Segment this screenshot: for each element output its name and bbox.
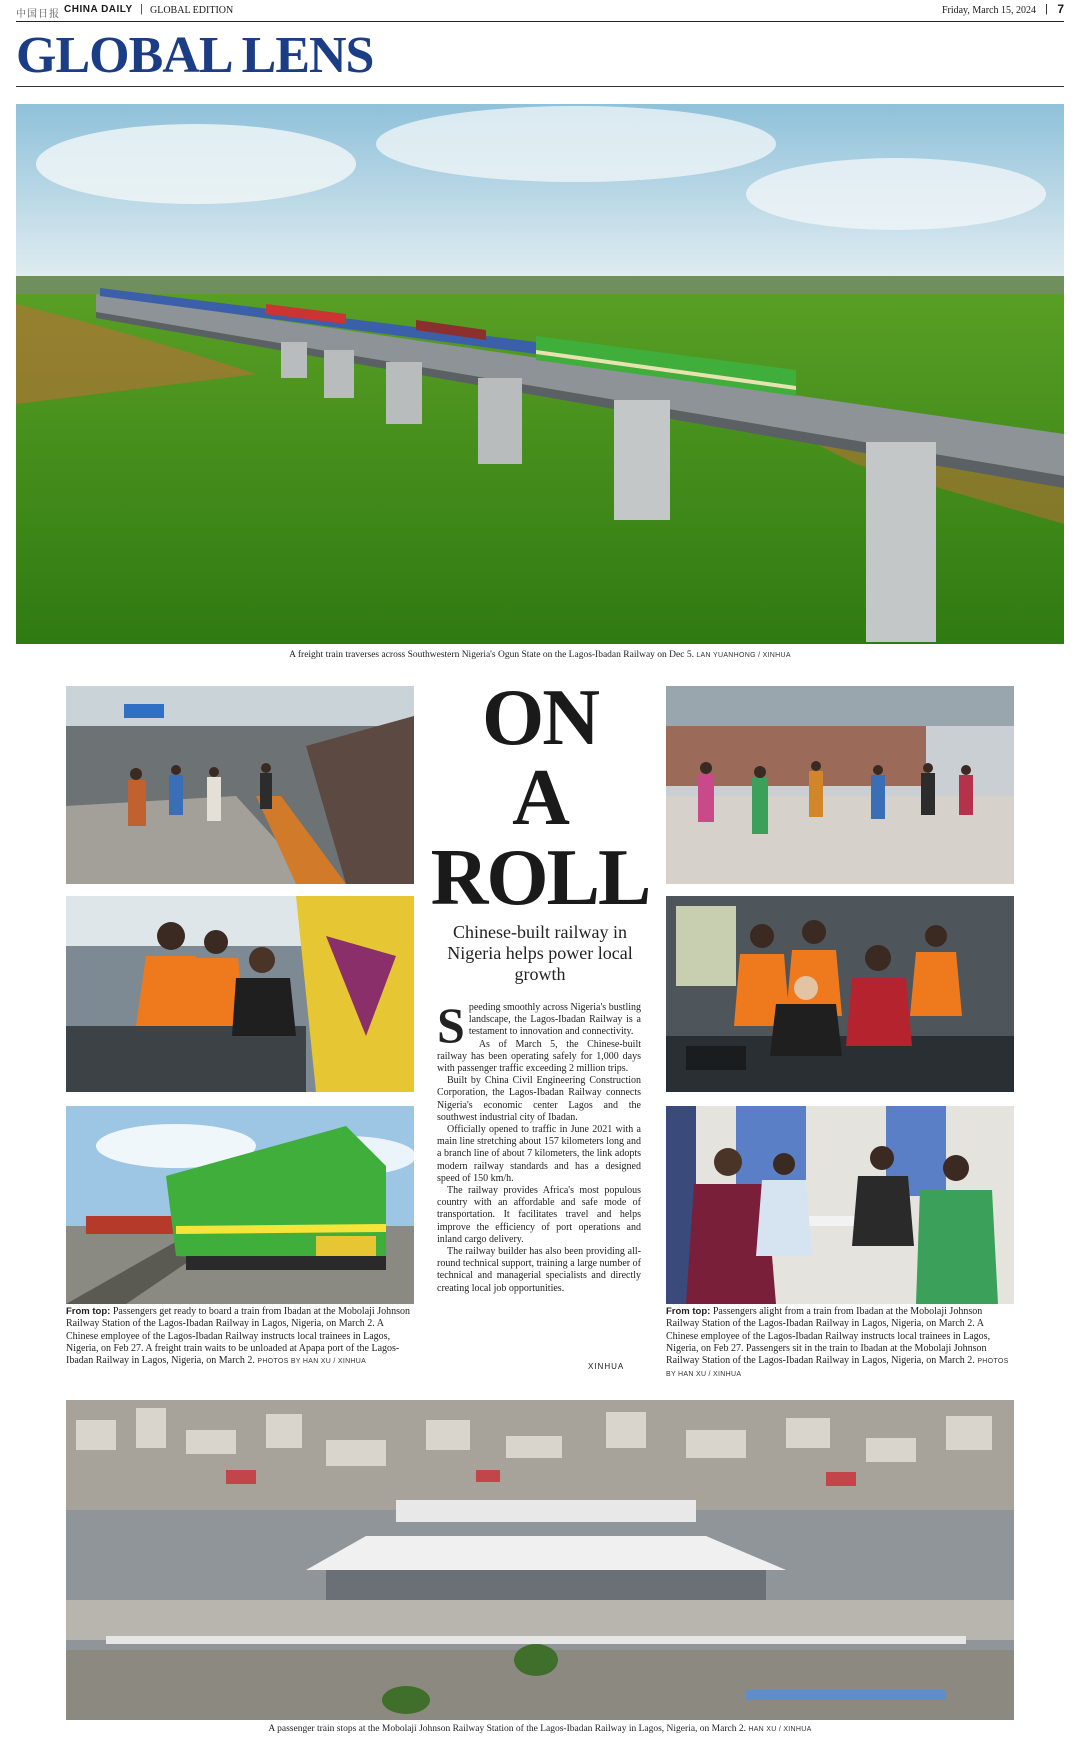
- headline-line-2: A: [512, 754, 568, 842]
- bottom-photo-credit: HAN XU / XINHUA: [748, 1726, 812, 1733]
- photo-passengers-alighting: [666, 686, 1014, 884]
- photo-passengers-boarding: [66, 686, 414, 884]
- bottom-photo-caption: [66, 1724, 1014, 1734]
- railway-station-aerial-image: [66, 1400, 1014, 1720]
- article-paragraph: [437, 997, 641, 1053]
- article-subhead: Chinese-built railway in Nigeria helps power local growth: [447, 922, 633, 984]
- right-caption-text: Passengers alight from a train from Ibadan at the Mobolaji Johnson Railway Station of the Lagos-Ibadan Railway in Lagos, Nigeria, on March 2. A Chinese employee of the Lagos-Ibadan Railway instructs local trainees in Lagos, Nigeria, on Feb 27. Passengers sit in the train to Ibadan at the Mobolaji Johnson Railway Station of the Lagos-Ibadan Railway in Lagos, Nigeria, on March 2.: [666, 1306, 991, 1367]
- right-photos-caption: [666, 1306, 1014, 1382]
- article-paragraph: Officially opened to traffic in June 2021 with a main line stretching about 157 kilometers long and a branch line of about 7 kilometers, the link adopts modern railway standards and has a designed speed of 150 km/h.: [437, 1124, 641, 1184]
- freight-train-viaduct-image: [16, 104, 1064, 644]
- photo-railway-station-aerial: [66, 1400, 1014, 1720]
- page-number: 7: [1057, 2, 1064, 16]
- china-daily-logo: 中国日报: [16, 9, 60, 20]
- headline-line-3: ROLL: [430, 834, 650, 922]
- top-photo-caption-text: A freight train traverses across Southwestern Nigeria's Ogun State on the Lagos-Ibadan Railway on Dec 5.: [289, 650, 694, 660]
- photo-cab-training: [666, 896, 1014, 1092]
- bottom-photo-caption-text: A passenger train stops at the Mobolaji Johnson Railway Station of the Lagos-Ibadan Railway in Lagos, Nigeria, on March 2.: [268, 1724, 746, 1734]
- top-photo-credit: LAN YUANHONG / XINHUA: [696, 652, 791, 659]
- right-caption-lead: From top:: [666, 1306, 711, 1317]
- section-divider: [16, 86, 1064, 87]
- top-photo-caption: [16, 650, 1064, 660]
- left-caption-lead: From top:: [66, 1306, 111, 1317]
- drop-cap: S: [437, 997, 465, 1053]
- issue-date: Friday, March 15, 2024: [941, 5, 1036, 16]
- article-body: [437, 997, 641, 1295]
- passengers-boarding-image: [66, 686, 414, 884]
- passengers-alighting-image: [666, 686, 1014, 884]
- freight-locomotive-image: [66, 1106, 414, 1304]
- article-paragraph: The railway builder has also been providing all-round technical support, training a large number of technical and managerial specialists and directly creating local job opportunities.: [437, 1246, 641, 1294]
- edition-label: GLOBAL EDITION: [150, 5, 234, 16]
- cab-training-image: [666, 896, 1014, 1092]
- trainees-instruction-image: [66, 896, 414, 1092]
- right-caption-credit: PHOTOS BY HAN XU / XINHUA: [666, 1358, 1009, 1379]
- article-paragraph: The railway provides Africa's most populous country with an affordable and safe mode of transportation. It facilitates travel and helps improve the efficiency of port operations and inland cargo delivery.: [437, 1185, 641, 1245]
- article-byline: XINHUA: [588, 1362, 625, 1371]
- left-photos-caption: [66, 1306, 414, 1368]
- page-separator: |: [1045, 3, 1048, 15]
- photo-seated-passengers: [666, 1106, 1014, 1304]
- photo-freight-train-viaduct: [16, 104, 1064, 644]
- article-paragraph: As of March 5, the Chinese-built railway has been operating safely for 1,000 days with passenger traffic exceeding 2 million trips.: [437, 1038, 641, 1075]
- paper-name: CHINA DAILY: [64, 4, 133, 15]
- photo-trainees-instruction: [66, 896, 414, 1092]
- headline-line-1: ON: [482, 674, 598, 762]
- masthead: [16, 0, 1064, 22]
- article-paragraph: Built by China Civil Engineering Construction Corporation, the Lagos-Ibadan Railway connects Nigeria's economic center Lagos and the southwest industrial city of Ibadan.: [437, 1075, 641, 1123]
- left-caption-credit: PHOTOS BY HAN XU / XINHUA: [257, 1358, 367, 1366]
- paragraph-text: peeding smoothly across Nigeria's bustling landscape, the Lagos-Ibadan Railway is a testament to innovation and connectivity.: [468, 1002, 641, 1038]
- photo-freight-locomotive: [66, 1106, 414, 1304]
- article-headline: [430, 674, 650, 922]
- masthead-separator: |: [140, 3, 143, 15]
- left-caption-text: Passengers get ready to board a train from Ibadan at the Mobolaji Johnson Railway Station of the Lagos-Ibadan Railway in Lagos, Nigeria, on March 2. A Chinese employee of the Lagos-Ibadan Railway instructs local trainees in Lagos, Nigeria, on Feb 27. A freight train waits to be unloaded at Apapa port of the Lagos-Ibadan Railway in Lagos, Nigeria, on March 2.: [66, 1306, 410, 1367]
- section-title: GLOBAL LENS: [16, 27, 374, 84]
- seated-passengers-image: [666, 1106, 1014, 1304]
